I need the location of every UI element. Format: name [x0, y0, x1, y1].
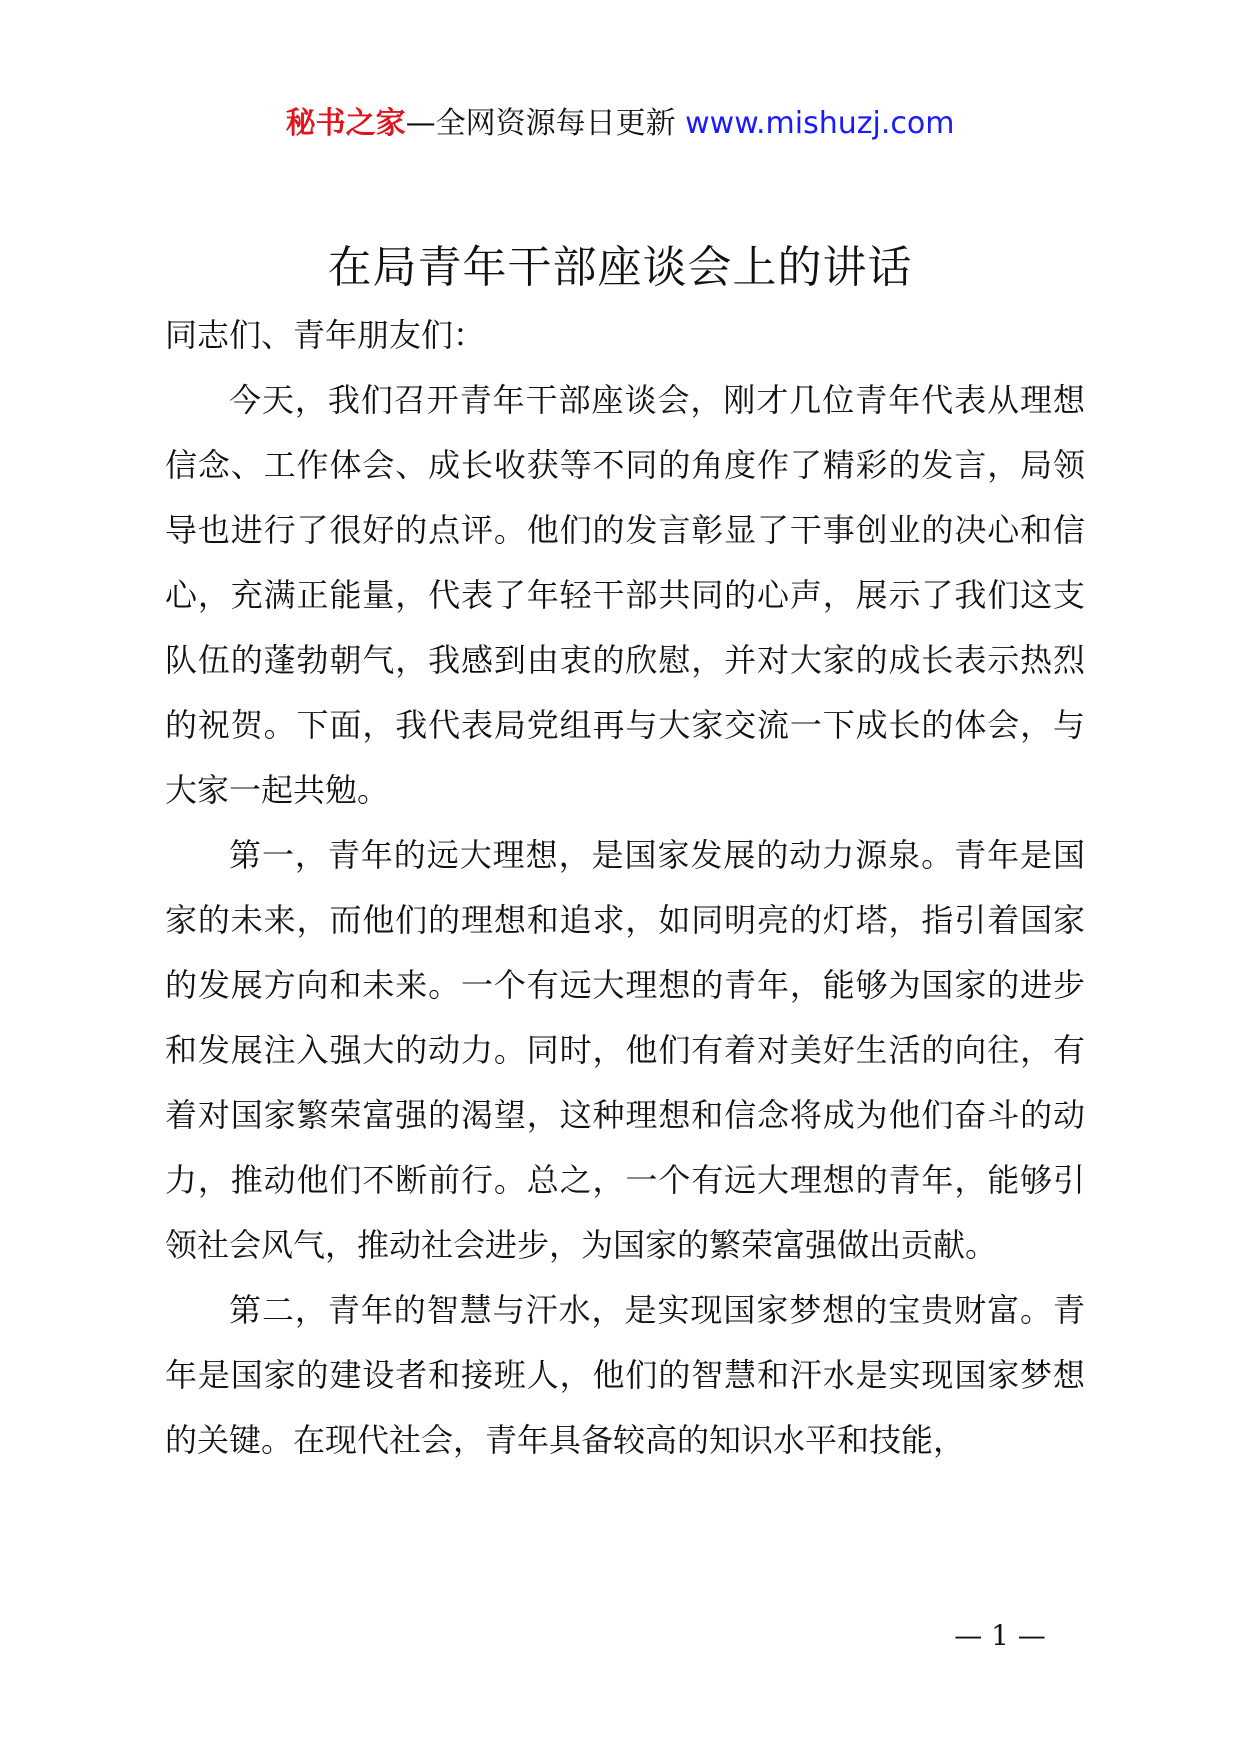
page-number: — 1 —: [954, 1619, 1046, 1652]
document-body: [165, 303, 1085, 1473]
site-url-link[interactable]: www.mishuzj.com: [685, 106, 955, 141]
brand-name: 秘书之家: [285, 106, 406, 141]
header-slogan: —全网资源每日更新: [405, 106, 676, 141]
paragraph-1: 今天，我们召开青年干部座谈会，刚才几位青年代表从理想信念、工作体会、成长收获等不同的角度作了精彩的发言，局领导也进行了很好的点评。他们的发言彰显了干事创业的决心和信心，充满正能量，代表了年轻干部共同的心声，展示了我们这支队伍的蓬勃朝气，我感到由衷的欣慰，并对大家的成长表示热烈的祝贺。下面，我代表局党组再与大家交流一下成长的体会，与大家一起共勉。: [165, 381, 1085, 809]
paragraph-2: 第一，青年的远大理想，是国家发展的动力源泉。青年是国家的未来，而他们的理想和追求，如同明亮的灯塔，指引着国家的发展方向和未来。一个有远大理想的青年，能够为国家的进步和发展注入强大的动力。同时，他们有着对美好生活的向往，有着对国家繁荣富强的渴望，这种理想和信念将成为他们奋斗的动力，推动他们不断前行。总之，一个有远大理想的青年，能够引领社会风气，推动社会进步，为国家的繁荣富强做出贡献。: [165, 836, 1085, 1264]
paragraph-3: 第二，青年的智慧与汗水，是实现国家梦想的宝贵财富。青年是国家的建设者和接班人，他们的智慧和汗水是实现国家梦想的关键。在现代社会，青年具备较高的知识水平和技能，: [165, 1291, 1085, 1459]
site-header: [0, 100, 1240, 148]
document-title: 在局青年干部座谈会上的讲话: [327, 242, 913, 293]
salutation: 同志们、青年朋友们：: [165, 316, 486, 354]
